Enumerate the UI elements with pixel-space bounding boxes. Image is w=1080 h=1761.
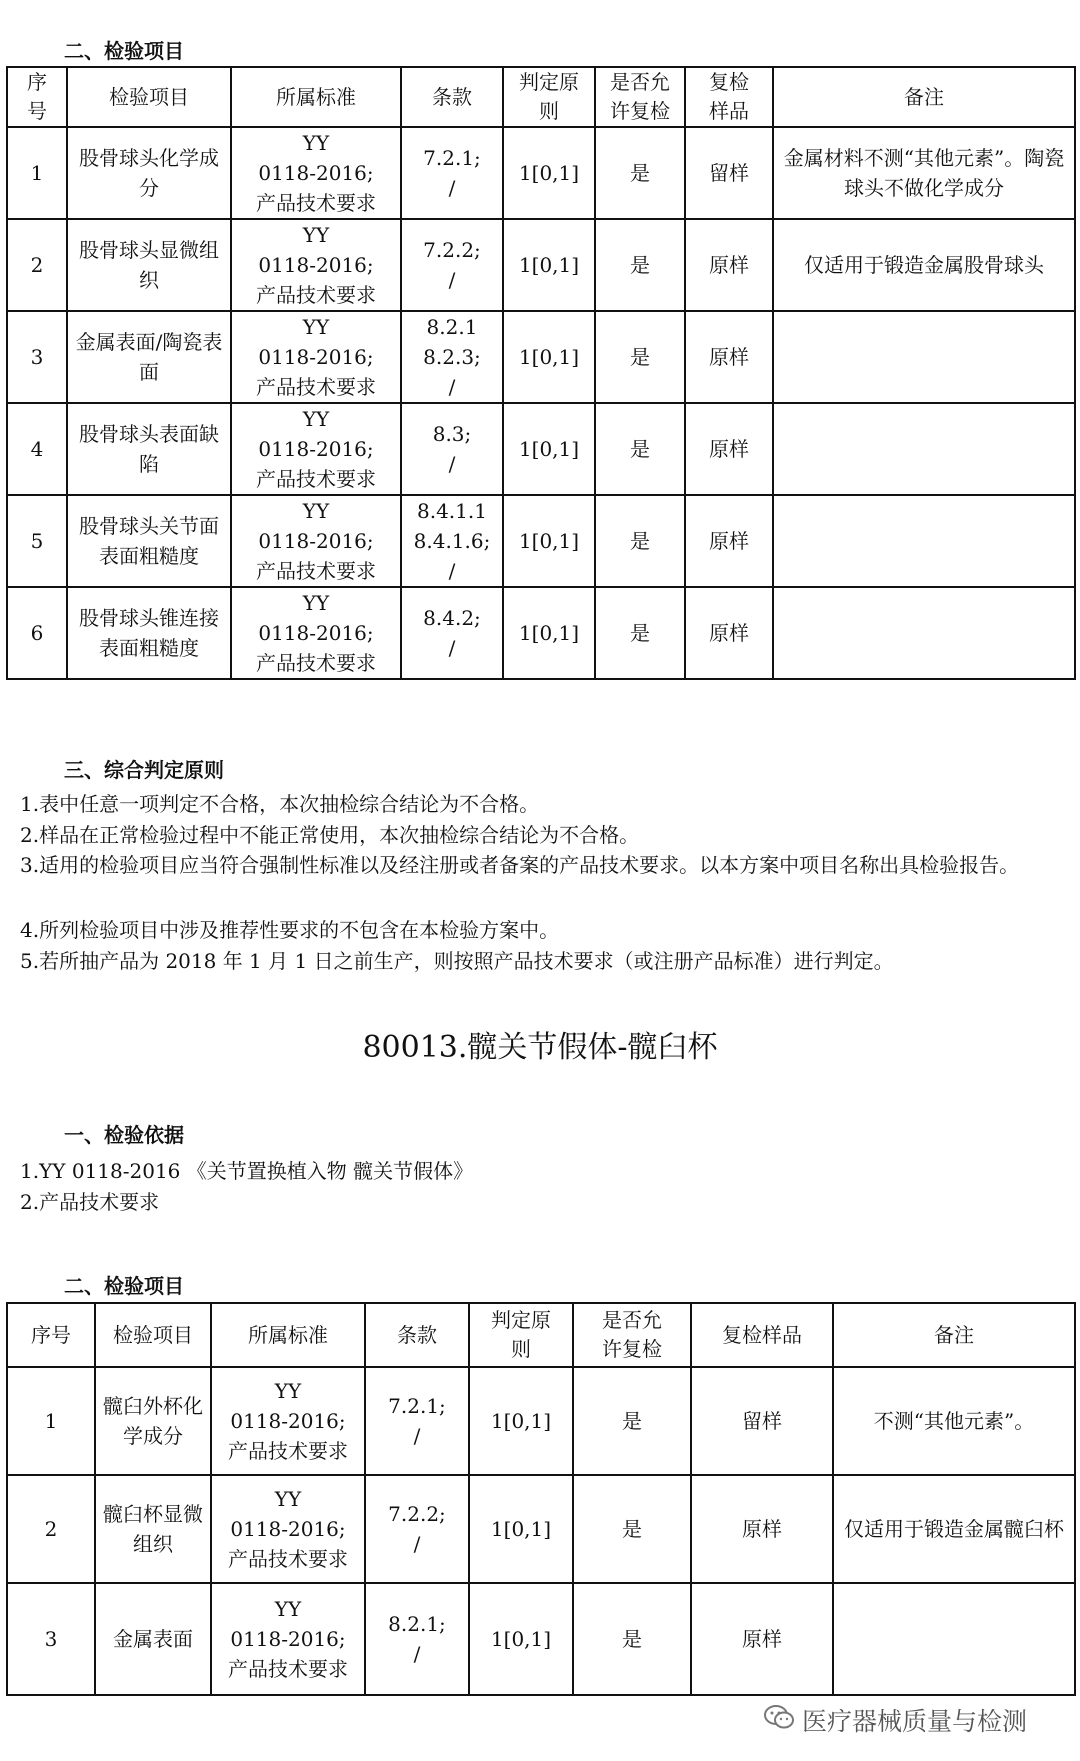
inspection-items-table-2 bbox=[6, 1302, 1076, 1696]
watermark-text: 医疗器械质量与检测 bbox=[802, 1707, 1028, 1736]
table-row bbox=[7, 1475, 1075, 1583]
cell-standard-text: 产品技术要求 bbox=[228, 1657, 348, 1681]
cell-sample-text: 留样 bbox=[742, 1409, 782, 1433]
cell-rule-text: 1[0,1] bbox=[518, 529, 580, 553]
cell-rule bbox=[503, 219, 595, 311]
cell-retest bbox=[595, 495, 685, 587]
cell-sample bbox=[691, 1367, 833, 1475]
cell-no-text: 6 bbox=[30, 621, 44, 645]
cell-retest-text: 是 bbox=[630, 253, 650, 277]
cell-standard bbox=[231, 219, 401, 311]
cell-clause bbox=[365, 1367, 469, 1475]
cell-item-text: 股骨球头化学成分 bbox=[79, 146, 219, 200]
cell-no-text: 3 bbox=[30, 345, 44, 369]
cell-rule-text: 1[0,1] bbox=[490, 1409, 552, 1433]
cell-rule bbox=[469, 1583, 573, 1695]
cell-retest-text: 是 bbox=[630, 529, 650, 553]
cell-retest bbox=[595, 127, 685, 219]
cell-standard-text: 产品技术要求 bbox=[256, 651, 376, 675]
cell-standard bbox=[231, 587, 401, 679]
cell-retest bbox=[573, 1475, 691, 1583]
inspection-items-table bbox=[6, 66, 1076, 680]
cell-retest-text: 是 bbox=[622, 1517, 642, 1541]
header-item: 检验项目 bbox=[95, 1303, 211, 1367]
header-item: 检验项目 bbox=[67, 67, 231, 127]
header-note: 备注 bbox=[773, 67, 1075, 127]
cell-item-text: 股骨球头显微组织 bbox=[79, 238, 219, 292]
cell-rule bbox=[503, 311, 595, 403]
cell-item bbox=[67, 311, 231, 403]
cell-sample bbox=[691, 1583, 833, 1695]
cell-retest bbox=[595, 587, 685, 679]
cell-standard bbox=[231, 311, 401, 403]
header-standard: 所属标准 bbox=[211, 1303, 365, 1367]
cell-retest bbox=[595, 403, 685, 495]
cell-clause bbox=[401, 495, 503, 587]
principle-1: 1.表中任意一项判定不合格，本次抽检综合结论为不合格。 bbox=[20, 792, 540, 816]
cell-item-text: 股骨球头锥连接表面粗糙度 bbox=[79, 606, 219, 660]
header-retest: 是否允 许复检 bbox=[573, 1303, 691, 1367]
cell-clause bbox=[401, 127, 503, 219]
cell-standard-text: 0118-2016; bbox=[230, 1409, 346, 1433]
cell-clause-text: / bbox=[448, 375, 456, 399]
cell-sample bbox=[685, 495, 773, 587]
cell-no-text: 2 bbox=[30, 253, 44, 277]
cell-clause-text: / bbox=[413, 1424, 421, 1448]
cell-note-text: 仅适用于锻造金属股骨球头 bbox=[804, 253, 1044, 277]
cell-no bbox=[7, 403, 67, 495]
cell-no bbox=[7, 495, 67, 587]
section-heading-principles: 三、综合判定原则 bbox=[64, 758, 224, 782]
cell-clause bbox=[365, 1583, 469, 1695]
principle-3: 3.适用的检验项目应当符合强制性标准以及经注册或者备案的产品技术要求。以本方案中项目名称出具检验报告。 bbox=[20, 853, 1020, 877]
cell-sample-text: 原样 bbox=[709, 253, 749, 277]
cell-clause-text: 7.2.1; bbox=[423, 146, 481, 170]
cell-item bbox=[67, 495, 231, 587]
cell-rule-text: 1[0,1] bbox=[518, 345, 580, 369]
cell-rule-text: 1[0,1] bbox=[518, 161, 580, 185]
cell-clause-text: 8.4.1.1 bbox=[417, 499, 487, 523]
cell-standard-text: 0118-2016; bbox=[230, 1517, 346, 1541]
cell-no bbox=[7, 219, 67, 311]
cell-retest-text: 是 bbox=[630, 345, 650, 369]
table-row bbox=[7, 495, 1075, 587]
cell-standard bbox=[211, 1475, 365, 1583]
cell-sample-text: 原样 bbox=[709, 621, 749, 645]
cell-item bbox=[67, 403, 231, 495]
header-rule: 判定原 则 bbox=[469, 1303, 573, 1367]
cell-standard-text: 产品技术要求 bbox=[256, 375, 376, 399]
cell-sample-text: 原样 bbox=[742, 1627, 782, 1651]
cell-retest-text: 是 bbox=[630, 621, 650, 645]
cell-clause-text: 8.2.1; bbox=[388, 1612, 446, 1636]
cell-note-text: 金属材料不测“其他元素”。陶瓷球头不做化学成分 bbox=[783, 146, 1065, 200]
cell-item-text: 金属表面 bbox=[113, 1627, 193, 1651]
cell-rule bbox=[503, 587, 595, 679]
cell-sample-text: 原样 bbox=[709, 345, 749, 369]
cell-sample-text: 原样 bbox=[742, 1517, 782, 1541]
cell-retest-text: 是 bbox=[630, 437, 650, 461]
cell-rule-text: 1[0,1] bbox=[518, 253, 580, 277]
cell-standard-text: 0118-2016; bbox=[258, 253, 374, 277]
cell-sample-text: 留样 bbox=[709, 161, 749, 185]
table-row bbox=[7, 311, 1075, 403]
table-row bbox=[7, 127, 1075, 219]
header-rule: 判定原 则 bbox=[503, 67, 595, 127]
header-no: 序号 bbox=[7, 1303, 95, 1367]
cell-retest bbox=[573, 1583, 691, 1695]
cell-item bbox=[95, 1367, 211, 1475]
table-header-row bbox=[7, 1303, 1075, 1367]
cell-clause-text: 8.2.3; bbox=[423, 345, 481, 369]
cell-no bbox=[7, 311, 67, 403]
cell-standard-text: YY bbox=[274, 1487, 302, 1511]
cell-sample-text: 原样 bbox=[709, 529, 749, 553]
cell-note bbox=[833, 1583, 1075, 1695]
cell-no bbox=[7, 1475, 95, 1583]
header-clause: 条款 bbox=[365, 1303, 469, 1367]
section-heading-basis: 一、检验依据 bbox=[64, 1123, 184, 1147]
cell-standard-text: 0118-2016; bbox=[258, 529, 374, 553]
cell-standard-text: YY bbox=[274, 1379, 302, 1403]
cell-standard-text: 产品技术要求 bbox=[228, 1439, 348, 1463]
cell-retest-text: 是 bbox=[630, 161, 650, 185]
cell-no-text: 1 bbox=[30, 161, 44, 185]
header-sample: 复检样品 bbox=[691, 1303, 833, 1367]
cell-note bbox=[773, 495, 1075, 587]
principle-5: 5.若所抽产品为 2018 年 1 月 1 日之前生产，则按照产品技术要求（或注册产品标准）进行判定。 bbox=[20, 949, 894, 973]
header-sample: 复检 样品 bbox=[685, 67, 773, 127]
cell-item-text: 髋臼杯显微组织 bbox=[103, 1502, 203, 1556]
cell-sample bbox=[685, 219, 773, 311]
cell-clause-text: 7.2.2; bbox=[423, 238, 481, 262]
cell-no-text: 1 bbox=[44, 1409, 58, 1433]
header-standard: 所属标准 bbox=[231, 67, 401, 127]
principle-2: 2.样品在正常检验过程中不能正常使用，本次抽检综合结论为不合格。 bbox=[20, 823, 640, 847]
cell-note bbox=[833, 1367, 1075, 1475]
cell-sample-text: 原样 bbox=[709, 437, 749, 461]
cell-retest-text: 是 bbox=[622, 1627, 642, 1651]
cell-standard-text: 产品技术要求 bbox=[256, 191, 376, 215]
cell-clause-text: / bbox=[413, 1642, 421, 1666]
cell-clause bbox=[401, 219, 503, 311]
cell-clause bbox=[365, 1475, 469, 1583]
table-row bbox=[7, 1583, 1075, 1695]
cell-item-text: 髋臼外杯化学成分 bbox=[103, 1394, 203, 1448]
cell-rule-text: 1[0,1] bbox=[490, 1517, 552, 1541]
cell-standard bbox=[231, 127, 401, 219]
section-heading-items: 二、检验项目 bbox=[64, 39, 184, 63]
cell-standard-text: 0118-2016; bbox=[258, 621, 374, 645]
cell-retest bbox=[573, 1367, 691, 1475]
cell-rule bbox=[503, 495, 595, 587]
cell-standard bbox=[231, 403, 401, 495]
cell-note bbox=[773, 127, 1075, 219]
header-note: 备注 bbox=[833, 1303, 1075, 1367]
cell-item-text: 股骨球头表面缺陷 bbox=[79, 422, 219, 476]
table-row bbox=[7, 403, 1075, 495]
cell-rule bbox=[469, 1367, 573, 1475]
header-no: 序 号 bbox=[7, 67, 67, 127]
cell-rule bbox=[503, 127, 595, 219]
cell-sample bbox=[685, 127, 773, 219]
cell-standard-text: 0118-2016; bbox=[258, 161, 374, 185]
cell-standard-text: YY bbox=[302, 131, 330, 155]
cell-note-text: 不测“其他元素”。 bbox=[873, 1409, 1035, 1433]
cell-no-text: 5 bbox=[30, 529, 44, 553]
cell-note bbox=[833, 1475, 1075, 1583]
cell-no bbox=[7, 1367, 95, 1475]
cell-item bbox=[67, 127, 231, 219]
cell-item bbox=[67, 219, 231, 311]
cell-clause bbox=[401, 403, 503, 495]
cell-standard bbox=[211, 1583, 365, 1695]
cell-clause-text: / bbox=[448, 176, 456, 200]
cell-clause-text: 7.2.1; bbox=[388, 1394, 446, 1418]
cell-clause-text: 7.2.2; bbox=[388, 1502, 446, 1526]
table-row bbox=[7, 219, 1075, 311]
cell-clause-text: 8.4.1.6; bbox=[413, 529, 491, 553]
cell-no-text: 2 bbox=[44, 1517, 58, 1541]
cell-standard-text: 产品技术要求 bbox=[228, 1547, 348, 1571]
cell-clause-text: / bbox=[448, 452, 456, 476]
cell-no bbox=[7, 127, 67, 219]
cell-clause bbox=[401, 311, 503, 403]
cell-sample bbox=[685, 403, 773, 495]
cell-note bbox=[773, 403, 1075, 495]
cell-standard-text: YY bbox=[302, 223, 330, 247]
cell-clause-text: / bbox=[448, 636, 456, 660]
header-clause: 条款 bbox=[401, 67, 503, 127]
cell-standard-text: 0118-2016; bbox=[258, 437, 374, 461]
cell-retest bbox=[595, 219, 685, 311]
basis-2: 2.产品技术要求 bbox=[20, 1190, 160, 1214]
watermark bbox=[764, 1702, 1027, 1738]
cell-rule-text: 1[0,1] bbox=[518, 437, 580, 461]
cell-sample bbox=[685, 311, 773, 403]
cell-standard-text: YY bbox=[302, 591, 330, 615]
document-title: 80013.髋关节假体-髋臼杯 bbox=[362, 1030, 718, 1065]
cell-clause-text: 8.3; bbox=[432, 422, 472, 446]
cell-standard-text: 产品技术要求 bbox=[256, 283, 376, 307]
cell-standard bbox=[211, 1367, 365, 1475]
cell-sample bbox=[691, 1475, 833, 1583]
table-row bbox=[7, 587, 1075, 679]
cell-rule bbox=[469, 1475, 573, 1583]
cell-no-text: 3 bbox=[44, 1627, 58, 1651]
cell-clause-text: / bbox=[413, 1532, 421, 1556]
cell-note bbox=[773, 311, 1075, 403]
cell-item bbox=[95, 1475, 211, 1583]
cell-standard-text: YY bbox=[302, 499, 330, 523]
principle-4: 4.所列检验项目中涉及推荐性要求的不包含在本检验方案中。 bbox=[20, 918, 560, 942]
basis-1: 1.YY 0118-2016 《关节置换植入物 髋关节假体》 bbox=[20, 1159, 474, 1183]
header-retest: 是否允 许复检 bbox=[595, 67, 685, 127]
cell-item-text: 金属表面/陶瓷表面 bbox=[75, 330, 223, 384]
cell-standard-text: YY bbox=[302, 407, 330, 431]
cell-clause bbox=[401, 587, 503, 679]
cell-retest bbox=[595, 311, 685, 403]
cell-clause-text: / bbox=[448, 559, 456, 583]
cell-note bbox=[773, 219, 1075, 311]
table-header-row bbox=[7, 67, 1075, 127]
cell-note bbox=[773, 587, 1075, 679]
table-row bbox=[7, 1367, 1075, 1475]
cell-item bbox=[95, 1583, 211, 1695]
cell-item bbox=[67, 587, 231, 679]
cell-note-text: 仅适用于锻造金属髋臼杯 bbox=[844, 1517, 1064, 1541]
cell-clause-text: / bbox=[448, 268, 456, 292]
section-heading-items-2: 二、检验项目 bbox=[64, 1274, 184, 1298]
cell-no bbox=[7, 587, 67, 679]
cell-standard bbox=[231, 495, 401, 587]
cell-item-text: 股骨球头关节面表面粗糙度 bbox=[79, 514, 219, 568]
cell-retest-text: 是 bbox=[622, 1409, 642, 1433]
cell-rule-text: 1[0,1] bbox=[490, 1627, 552, 1651]
cell-sample bbox=[685, 587, 773, 679]
cell-standard-text: 0118-2016; bbox=[230, 1627, 346, 1651]
cell-no-text: 4 bbox=[30, 437, 44, 461]
cell-standard-text: 产品技术要求 bbox=[256, 467, 376, 491]
cell-rule-text: 1[0,1] bbox=[518, 621, 580, 645]
cell-standard-text: YY bbox=[302, 315, 330, 339]
cell-standard-text: 产品技术要求 bbox=[256, 559, 376, 583]
wechat-icon bbox=[764, 1704, 794, 1736]
cell-no bbox=[7, 1583, 95, 1695]
cell-clause-text: 8.4.2; bbox=[423, 606, 481, 630]
cell-standard-text: 0118-2016; bbox=[258, 345, 374, 369]
cell-clause-text: 8.2.1 bbox=[426, 315, 478, 339]
cell-rule bbox=[503, 403, 595, 495]
cell-standard-text: YY bbox=[274, 1597, 302, 1621]
